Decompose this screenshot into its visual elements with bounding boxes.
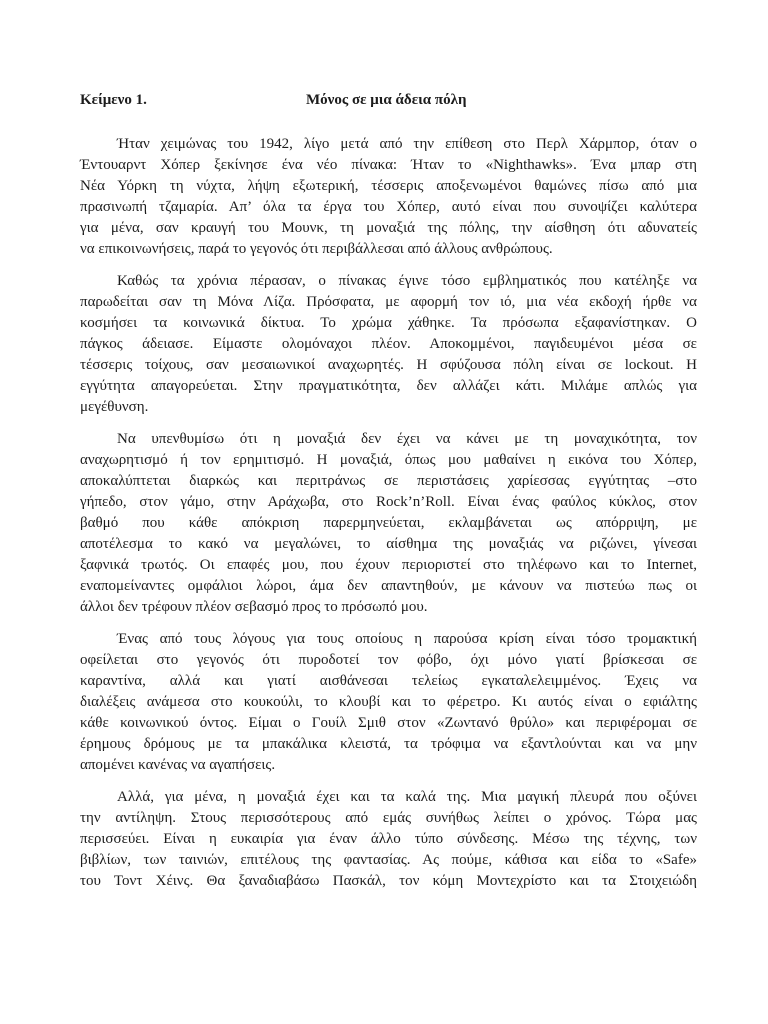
text-line: Να υπενθυμίσω ότι η μοναξιά δεν έχει να κάνει με τη μοναχικότητα, τον — [117, 431, 697, 447]
text-line: να επικοινωνήσεις, παρά το γεγονός ότι περιβάλλεσαι από άλλους ανθρώπους. — [80, 241, 553, 257]
text-line: την αντίληψη. Στους περισσότερους από εμάς συνήθως λείπει ο χρόνος. Τώρα μας — [80, 810, 697, 826]
paragraph-3 — [80, 429, 697, 618]
text-line: κάθε κοινωνικού όντος. Είμαι ο Γουίλ Σμιθ στον «Ζωντανό θρύλο» και περιφέρομαι σε — [80, 715, 697, 731]
text-line: κοσμήσει τα κοινωνικά δίκτυα. Το χρώμα χάθηκε. Τα πρόσωπα εξαφανίστηκαν. Ο — [80, 315, 697, 331]
text-line: Αλλά, για μένα, η μοναξιά έχει και τα καλά της. Μια μαγική πλευρά που οξύνει — [117, 789, 697, 805]
text-line: Καθώς τα χρόνια πέρασαν, ο πίνακας έγινε τόσο εμβληματικός που κατέληξε να — [117, 273, 697, 289]
text-line: εναπομείναντες ομφάλιοι λώροι, άμα δεν απαντηθούν, με κάνουν να πιστεύω πως οι — [80, 578, 697, 594]
text-line: περισσεύει. Είναι η ευκαιρία για έναν άλλο τύπο σύνδεσης. Μέσω της τέχνης, των — [80, 831, 697, 847]
text-line: ξαφνικά τρωτός. Οι επαφές μου, που έχουν περιοριστεί στο τηλέφωνο και το Internet, — [80, 557, 697, 573]
text-line: Ένας από τους λόγους για τους οποίους η παρούσα κρίση είναι τόσο τρομακτική — [117, 631, 697, 647]
text-line: άλλοι δεν τρέφουν πλέον σεβασμό προς το πρόσωπό μου. — [80, 599, 428, 615]
text-line: αποτέλεσμα το κακό να μεγαλώνει, το αίσθημα της μοναξιάς να ριζώνει, γίνεσαι — [80, 536, 697, 552]
text-line: γήπεδο, στον γάμο, στην Αράχωβα, στο Rock’n’Roll. Είναι ένας φαύλος κύκλος, στον — [80, 494, 697, 510]
text-line: εγγύτητα απαγορεύεται. Στην πραγματικότητα, δεν αλλάζει κάτι. Μιλάμε απλώς για — [80, 378, 697, 394]
paragraph-2 — [80, 271, 697, 418]
text-line: αποκαλύπτεται διαρκώς και περιτράνως σε περιστάσεις χαρίεσσας εγγύτητας –στο — [80, 473, 697, 489]
text-line: βαθμό που κάθε απόκριση παρερμηνεύεται, εκλαμβάνεται ως απόρριψη, με — [80, 515, 697, 531]
paragraph-4 — [80, 629, 697, 776]
text-line: τέσσερις τοίχους, σαν μεσαιωνικοί αναχωρητές. Η σφύζουσα πόλη είναι σε lockout. Η — [80, 357, 697, 373]
text-line: βιβλίων, των ταινιών, επιτέλους της φαντασίας. Ας πούμε, κάθισα και είδα το «Safe» — [80, 852, 697, 868]
text-number-label: Κείμενο 1. — [80, 92, 147, 108]
text-line: παρωδείται σαν τη Μόνα Λίζα. Πρόσφατα, με αφορμή τον ιό, μια νέα εκδοχή ήρθε να — [80, 294, 697, 310]
text-line: μεγέθυνση. — [80, 399, 149, 415]
paragraph-1 — [80, 134, 697, 260]
text-line: καραντίνα, αλλά και γιατί αισθάνεσαι τελείως εγκαταλελειμμένος. Έχεις να — [80, 673, 697, 689]
text-line: οφείλεται στο γεγονός ότι πυροδοτεί τον φόβο, όχι μόνο γιατί βρίσκεσαι σε — [80, 652, 697, 668]
text-line: διαλέξεις ανάμεσα στο κουκούλι, το κλουβί και το φέρετρο. Κι αυτός είναι ο εφιάλτης — [80, 694, 697, 710]
text-line: πάγκος άδειασε. Είμαστε ολομόναχοι πλέον. Αποκομμένοι, παγιδευμένοι μέσα σε — [80, 336, 697, 352]
text-line: απομένει κανένας να αγαπήσεις. — [80, 757, 276, 773]
text-line: για μένα, σαν κραυγή του Μουνκ, τη μοναξιά της πόλης, την αίσθηση ότι αδυνατείς — [80, 220, 697, 236]
article-body — [80, 134, 697, 903]
text-line: Νέα Υόρκη τη νύχτα, λήψη εξωτερική, τέσσερις αποξενωμένοι θαμώνες πίσω από μια — [80, 178, 697, 194]
document-title: Μόνος σε μια άδεια πόλη — [306, 92, 467, 108]
text-line: του Τοντ Χέινς. Θα ξαναδιαβάσω Πασκάλ, τον κόμη Μοντεχρίστο και τα Στοιχειώδη — [80, 873, 697, 889]
text-line: αναχωρητισμό ή τον ερημιτισμό. Η μοναξιά, όπως μου μαθαίνει η εικόνα του Χόπερ, — [80, 452, 697, 468]
text-line: Ήταν χειμώνας του 1942, λίγο μετά από την επίθεση στο Περλ Χάρμπορ, όταν ο — [117, 136, 697, 152]
text-line: έρημους δρόμους με τα μπακάλικα κλειστά, τα τρόφιμα να εξαντλούνται και να μην — [80, 736, 697, 752]
paragraph-5 — [80, 787, 697, 892]
text-line: πρασινωπή τζαμαρία. Απ’ όλα τα έργα του Χόπερ, αυτό είναι που συνοψίζει καλύτερα — [80, 199, 697, 215]
text-line: Έντουαρντ Χόπερ ξεκίνησε ένα νέο πίνακα: Ήταν το «Nighthawks». Ένα μπαρ στη — [80, 157, 697, 173]
